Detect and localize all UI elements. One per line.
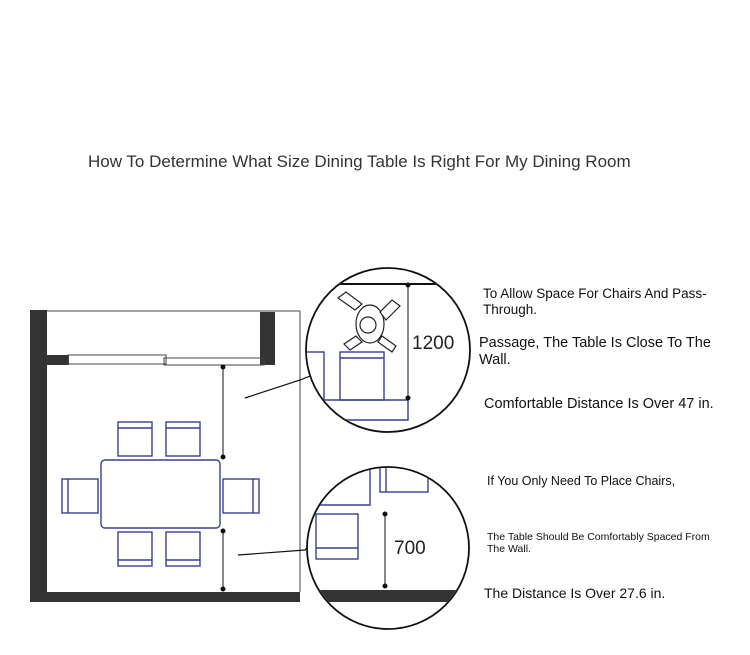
window-pane-left: [68, 355, 166, 364]
chairs-note-1: If You Only Need To Place Chairs,: [487, 474, 676, 488]
dining-table: [101, 460, 220, 528]
passage-note-2: Passage, The Table Is Close To The Wall.: [479, 335, 711, 368]
chair-top-right: [166, 422, 200, 456]
window-pane-right: [164, 358, 264, 365]
chair-left: [62, 479, 98, 513]
passage-note-1: To Allow Space For Chairs And Pass-Through.: [483, 286, 707, 317]
chair-top-left: [118, 422, 152, 456]
callout-pointer-top: [245, 372, 320, 398]
passage-note-3: Comfortable Distance Is Over 47 in.: [484, 396, 714, 412]
callout-chairs: [238, 462, 480, 629]
chairs-note-2: The Table Should Be Comfortably Spaced From The Wall.: [487, 531, 710, 555]
chair-bottom-left: [118, 532, 152, 566]
passage-dimension-value: 1200: [412, 333, 455, 354]
bottom-wall: [30, 592, 300, 602]
top-right-wall-stub: [260, 312, 275, 365]
diagram-title: How To Determine What Size Dining Table Is Right For My Dining Room: [88, 152, 631, 171]
room-walls: [30, 310, 300, 602]
chairs-note-3: The Distance Is Over 27.6 in.: [484, 585, 666, 601]
window-ledge-left: [47, 355, 69, 365]
callout-passage: [245, 268, 470, 432]
chair-right: [223, 479, 259, 513]
plan-dimension-lines: [221, 365, 225, 591]
chair-bottom-right: [166, 532, 200, 566]
left-wall: [30, 310, 47, 602]
chairs-dimension-value: 700: [394, 538, 426, 559]
dining-set: [62, 422, 259, 566]
